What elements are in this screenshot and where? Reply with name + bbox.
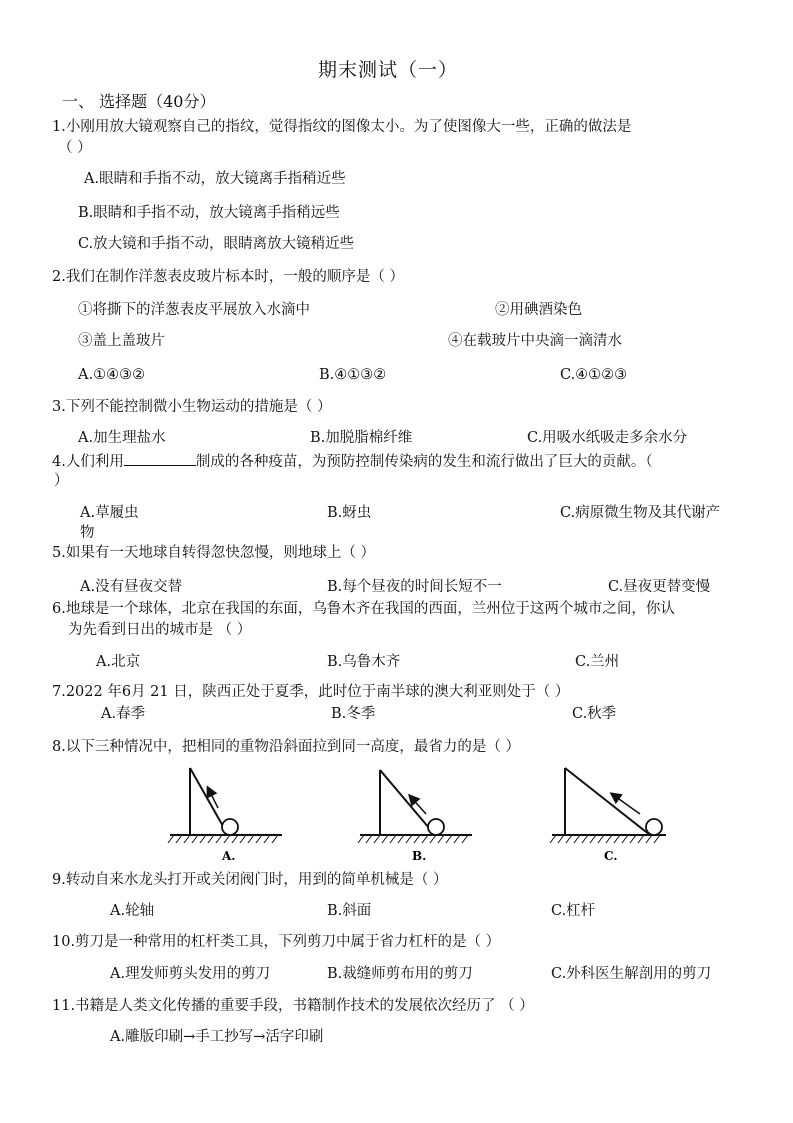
option-b: B.斜面 [327,903,372,919]
option-c: C.放大镜和手指不动，眼睛离放大镜稍近些 [78,236,355,252]
step-3: ③盖上盖玻片 [78,333,165,349]
option-c: C.昼夜更替变慢 [608,579,711,595]
question-stem: 7.2022 年6月 21 日，陕西正处于夏季，此时位于南半球的澳大利亚则处于（ ） [52,684,570,700]
figure-label-b: B. [412,849,427,863]
option-a: A.轮轴 [110,903,155,919]
step-2: ②用碘酒染色 [495,302,582,318]
answer-paren: （ ） [58,140,92,156]
question-stem: 10.剪刀是一种常用的杠杆类工具，下列剪刀中属于省力杠杆的是（ ） [52,934,501,950]
option-b: B.每个昼夜的时间长短不一 [327,579,502,595]
option-a: A.眼睛和手指不动，放大镜离手指稍近些 [84,171,346,187]
figure-label-c: C. [604,849,618,863]
question-stem: 2.我们在制作洋葱表皮玻片标本时，一般的顺序是（ ） [52,269,404,285]
option-b: B.眼睛和手指不动，放大镜离手指稍远些 [78,205,340,221]
option-a: A.北京 [96,654,141,670]
section-heading-choice: 一、 选择题（40分） [62,92,216,111]
page-title: 期末测试（一） [318,59,459,81]
incline-figures [160,760,680,864]
option-c: C.④①②③ [560,367,628,383]
question-stem: 3.下列不能控制微小生物运动的措施是（ ） [52,399,332,415]
question-stem: 6.地球是一个球体，北京在我国的东面，乌鲁木齐在我国的西面，兰州位于这两个城市之间，你认 [52,601,675,617]
incline-figure-a [168,768,282,863]
option-c: C.杠杆 [551,903,596,919]
option-a: A.春季 [101,706,146,722]
incline-figure-b [358,770,472,863]
option-a: A.加生理盐水 [78,430,166,446]
option-b: B.④①③② [319,367,387,383]
stem-suffix: 制成的各种疫苗，为预防控制传染病的发生和流行做出了巨大的贡献。（ [195,454,653,470]
option-b: B.冬季 [331,706,376,722]
option-a: A.①④③② [78,367,146,383]
question-stem: 11.书籍是人类文化传播的重要手段，书籍制作技术的发展依次经历了 （ ） [52,998,534,1014]
option-a: A.草履虫 [80,505,139,521]
option-c-wrap: 物 [80,525,95,541]
step-1: ①将撕下的洋葱表皮平展放入水滴中 [78,302,310,318]
question-stem [52,451,653,472]
option-b: B.蚜虫 [327,505,372,521]
option-c: C.外科医生解剖用的剪刀 [551,966,712,982]
option-c: C.病原微生物及其代谢产 [560,505,721,521]
figure-label-a: A. [222,849,236,863]
answer-paren-close: ） [54,473,69,489]
question-stem: 9.转动自来水龙头打开或关闭阀门时，用到的简单机械是（ ） [52,872,448,888]
option-b: B.乌鲁木齐 [327,654,401,670]
question-stem: 5.如果有一天地球自转得忽快忽慢，则地球上（ ） [52,545,375,561]
option-a: A.理发师剪头发用的剪刀 [110,966,271,982]
option-b: B.裁缝师剪布用的剪刀 [327,966,473,982]
stem-prefix: 4.人们利用 [52,454,124,470]
option-c: C.秋季 [572,706,617,722]
option-c: C.兰州 [575,654,620,670]
question-stem: 8.以下三种情况中，把相同的重物沿斜面拉到同一高度，最省力的是（ ） [52,739,520,755]
option-c: C.用吸水纸吸走多余水分 [527,430,688,446]
option-a: A.没有昼夜交替 [80,579,183,595]
question-stem: 1.小刚用放大镜观察自己的指纹，觉得指纹的图像太小。为了使图像大一些，正确的做法是 [52,119,632,135]
step-4: ④在载玻片中央滴一滴清水 [448,333,622,349]
option-b: B.加脱脂棉纤维 [310,430,413,446]
option-a: A.雕版印刷→手工抄写→活字印刷 [110,1029,324,1045]
question-stem-line2: 为先看到日出的城市是 （ ） [68,622,252,638]
fill-blank [124,451,196,466]
incline-figure-c [550,768,666,863]
